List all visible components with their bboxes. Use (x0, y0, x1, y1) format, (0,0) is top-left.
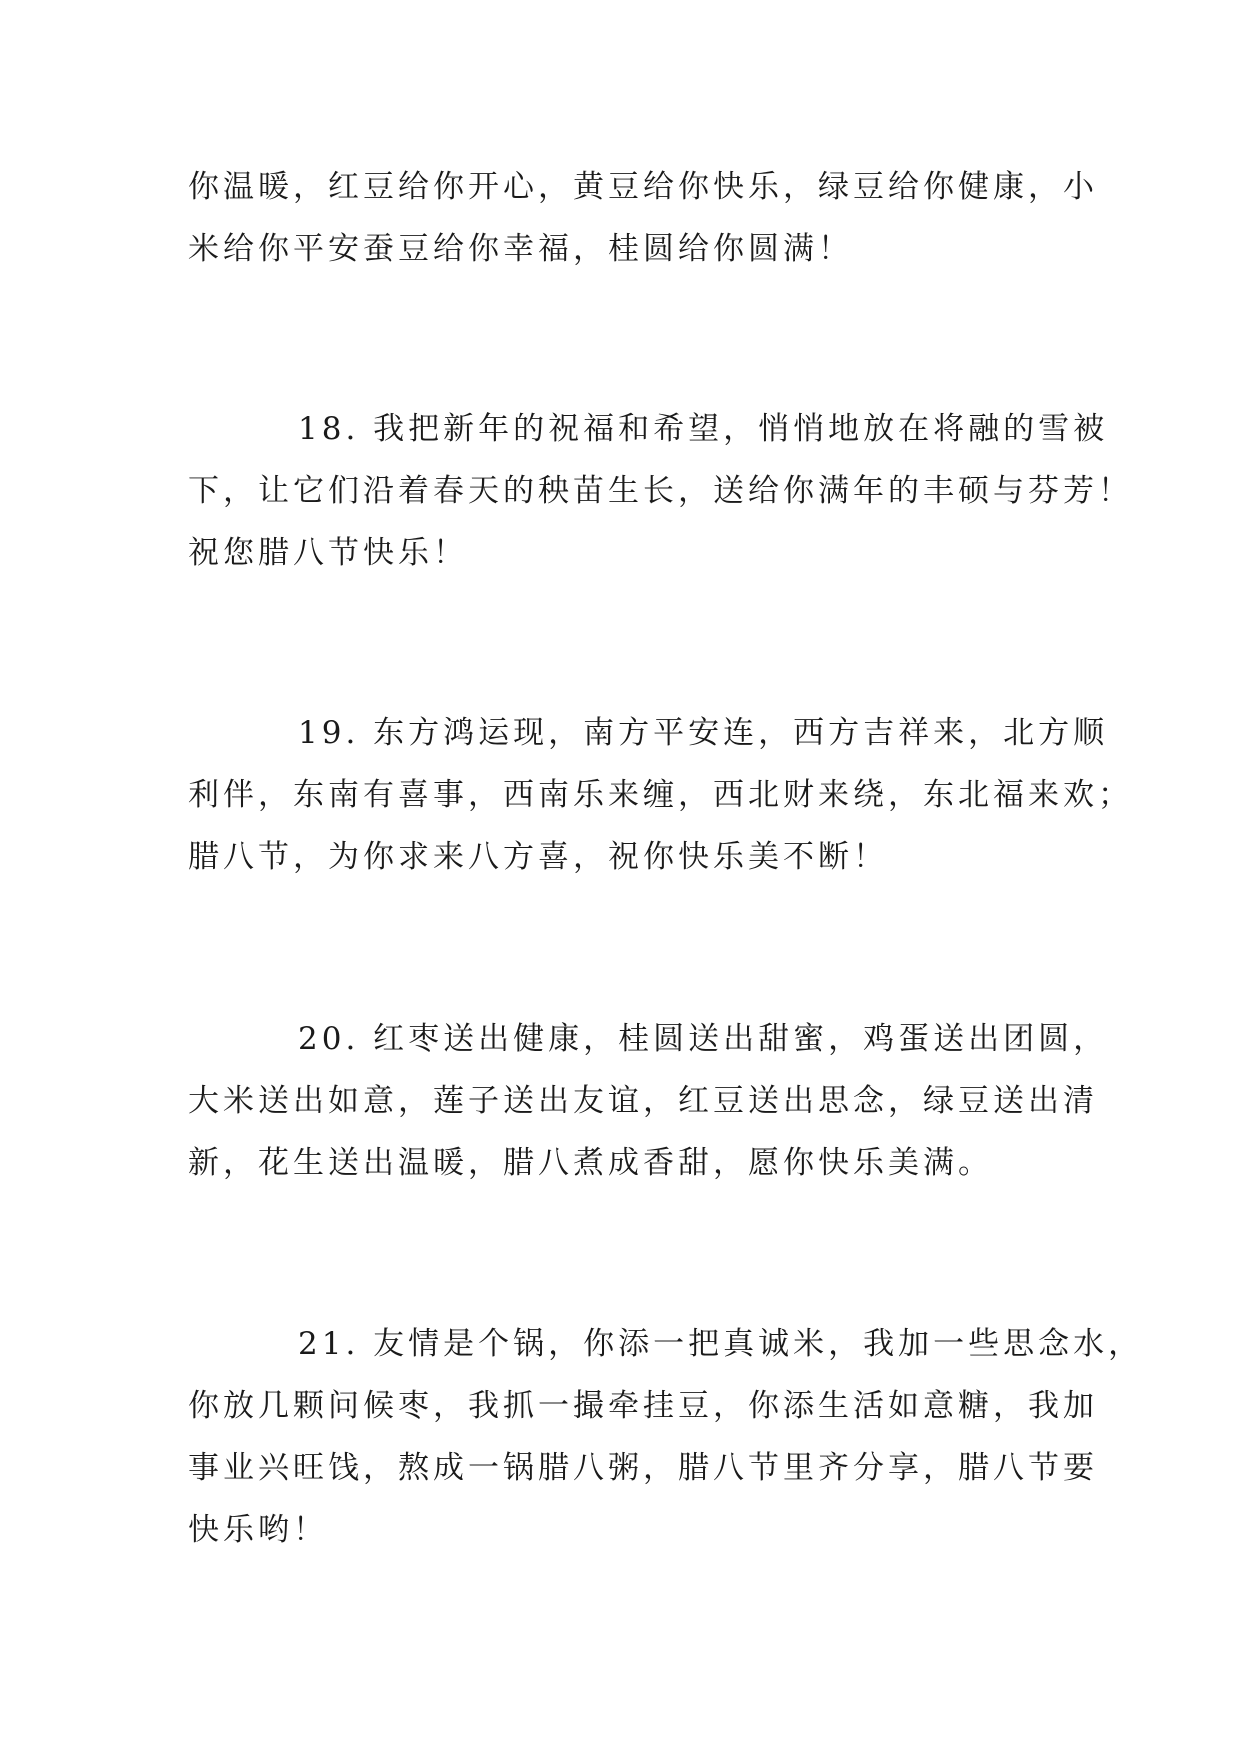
paragraph-21 (188, 1313, 1144, 1561)
text-line: 事业兴旺饯，熬成一锅腊八粥，腊八节里齐分享，腊八节要 (188, 1450, 1098, 1486)
paragraph-continued (188, 156, 1098, 280)
text-line: 腊八节，为你求来八方喜，祝你快乐美不断！ (188, 839, 888, 875)
text-line: 你放几颗问候枣，我抓一撮牵挂豆，你添生活如意糖，我加 (188, 1388, 1098, 1424)
text-line-first (188, 1313, 1144, 1375)
text-line: 东方鸿运现，南方平安连，西方吉祥来，北方顺 (373, 715, 1109, 751)
paragraph-18 (188, 398, 1133, 584)
paragraph-19 (188, 702, 1133, 888)
text-line: 大米送出如意，莲子送出友谊，红豆送出思念，绿豆送出清 (188, 1083, 1098, 1119)
text-line-first (188, 702, 1109, 764)
item-number: 18. (298, 411, 360, 447)
item-number: 20. (298, 1021, 360, 1057)
item-number: 21. (298, 1326, 360, 1362)
text-line: 我把新年的祝福和希望，悄悄地放在将融的雪被 (373, 411, 1109, 447)
text-line: 下，让它们沿着春天的秧苗生长，送给你满年的丰硕与芬芳！ (188, 473, 1133, 509)
text-line: 友情是个锅，你添一把真诚米，我加一些思念水， (373, 1326, 1144, 1362)
text-line: 快乐哟！ (188, 1512, 328, 1548)
text-line: 新，花生送出温暖，腊八煮成香甜，愿你快乐美满。 (188, 1145, 993, 1181)
text-line-first (188, 1008, 1109, 1070)
paragraph-20 (188, 1008, 1109, 1194)
text-line-first (188, 398, 1109, 460)
text-line: 米给你平安蚕豆给你幸福，桂圆给你圆满！ (188, 231, 853, 267)
text-line: 红枣送出健康，桂圆送出甜蜜，鸡蛋送出团圆， (373, 1021, 1109, 1057)
text-line: 祝您腊八节快乐！ (188, 535, 468, 571)
text-line: 利伴，东南有喜事，西南乐来缠，西北财来绕，东北福来欢； (188, 777, 1133, 813)
item-number: 19. (298, 715, 360, 751)
text-line: 你温暖，红豆给你开心，黄豆给你快乐，绿豆给你健康，小 (188, 169, 1098, 205)
